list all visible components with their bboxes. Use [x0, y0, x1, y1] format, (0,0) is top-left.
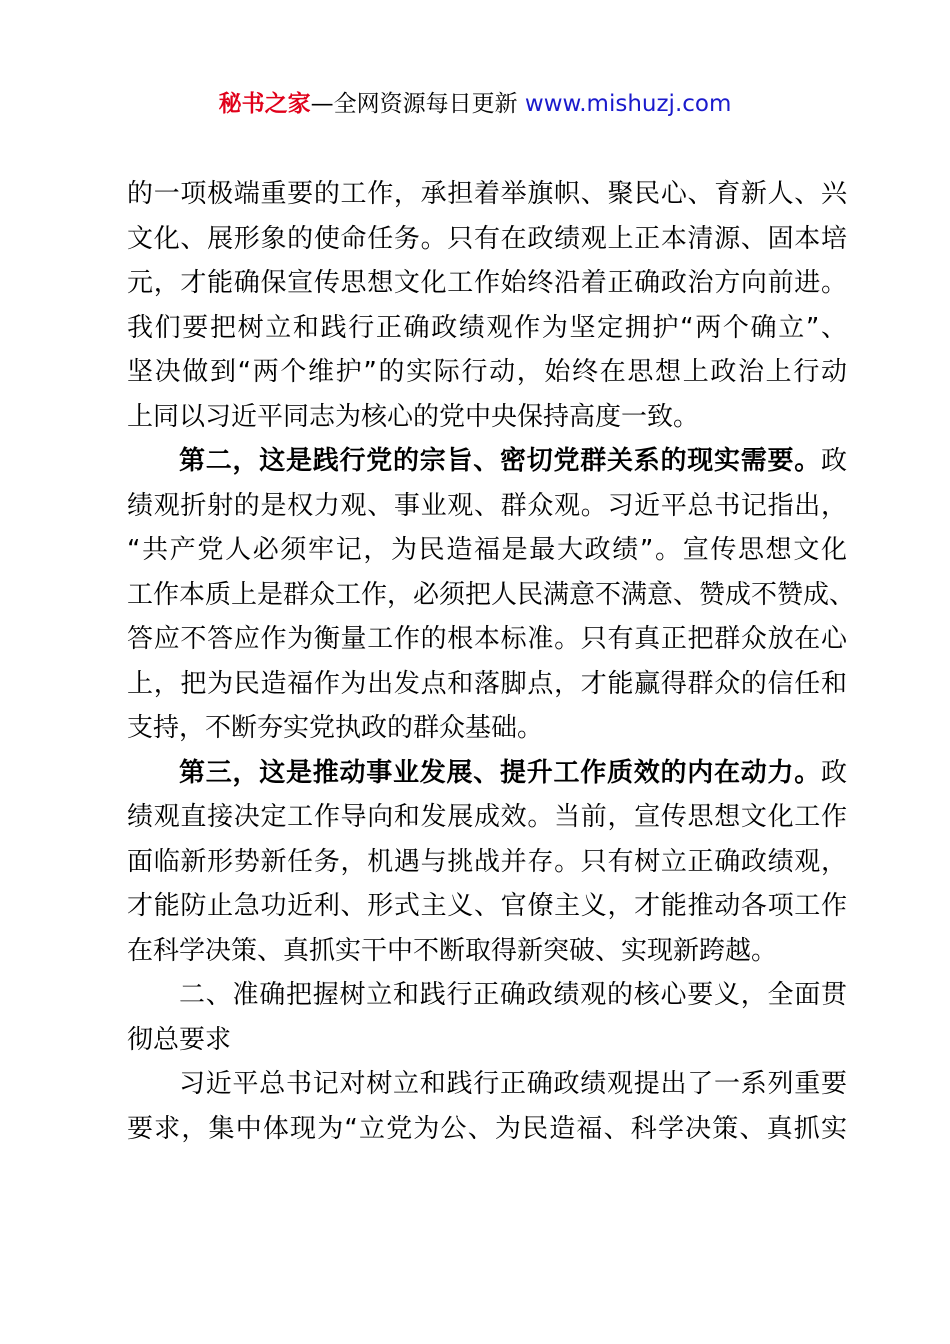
- text-line: 答应不答应作为衡量工作的根本标准。只有真正把群众放在心: [127, 624, 847, 654]
- text-line: 元，才能确保宣传思想文化工作始终沿着正确政治方向前进。: [127, 268, 847, 298]
- bold-lead: 第二，这是践行党的宗旨、密切党群关系的现实需要。: [179, 446, 821, 476]
- text-line: 上，把为民造福作为出发点和落脚点，才能赢得群众的信任和: [127, 668, 847, 699]
- text-run: 政: [820, 757, 847, 788]
- text-line: 文化、展形象的使命任务。只有在政绩观上正本清源、固本培: [127, 223, 847, 254]
- text-line: 的一项极端重要的工作，承担着举旗帜、聚民心、育新人、兴: [127, 179, 847, 209]
- text-line: 绩观折射的是权力观、事业观、群众观。习近平总书记指出，: [127, 490, 847, 521]
- text-line: 坚决做到“两个维护”的实际行动，始终在思想上政治上行动: [127, 357, 847, 387]
- bold-lead: 第三，这是推动事业发展、提升工作质效的内在动力。: [179, 757, 821, 788]
- text-line: 习近平总书记对树立和践行正确政绩观提出了一系列重要: [179, 1069, 847, 1099]
- site-url[interactable]: www.mishuzj.com: [524, 91, 732, 117]
- page-header: [0, 88, 950, 120]
- text-line: 支持，不断夯实党执政的群众基础。: [127, 713, 544, 743]
- text-line: 彻总要求: [127, 1024, 232, 1055]
- paragraph: [127, 1062, 847, 1151]
- text-line: 上同以习近平同志为核心的党中央保持高度一致。: [127, 401, 700, 432]
- paragraph: [127, 439, 856, 751]
- site-brand: 秘书之家: [218, 91, 311, 117]
- text-line: 要求，集中体现为“立党为公、为民造福、科学决策、真抓实: [127, 1113, 847, 1144]
- paragraph: [127, 751, 847, 974]
- text-run: 政: [820, 446, 847, 476]
- text-line: 才能防止急功近利、形式主义、官僚主义，才能推动各项工作: [127, 891, 847, 921]
- section-heading: [127, 973, 847, 1062]
- text-line: 在科学决策、真抓实干中不断取得新突破、实现新跨越。: [127, 935, 778, 966]
- document-body: [127, 172, 856, 1151]
- text-line: [127, 751, 847, 796]
- text-line: 工作本质上是群众工作，必须把人民满意不满意、赞成不赞成、: [127, 579, 856, 610]
- text-line: “共产党人必须牢记，为民造福是最大政绩”。宣传思想文化: [127, 535, 847, 565]
- text-line: 面临新形势新任务，机遇与挑战并存。只有树立正确政绩观，: [127, 846, 847, 877]
- text-line: 我们要把树立和践行正确政绩观作为坚定拥护“两个确立”、: [127, 312, 847, 343]
- paragraph: [127, 172, 847, 439]
- text-line: 绩观直接决定工作导向和发展成效。当前，宣传思想文化工作: [127, 802, 847, 832]
- text-line: 二、准确把握树立和践行正确政绩观的核心要义，全面贯: [179, 980, 847, 1010]
- site-tagline: —全网资源每日更新: [310, 91, 525, 117]
- text-line: [127, 439, 847, 484]
